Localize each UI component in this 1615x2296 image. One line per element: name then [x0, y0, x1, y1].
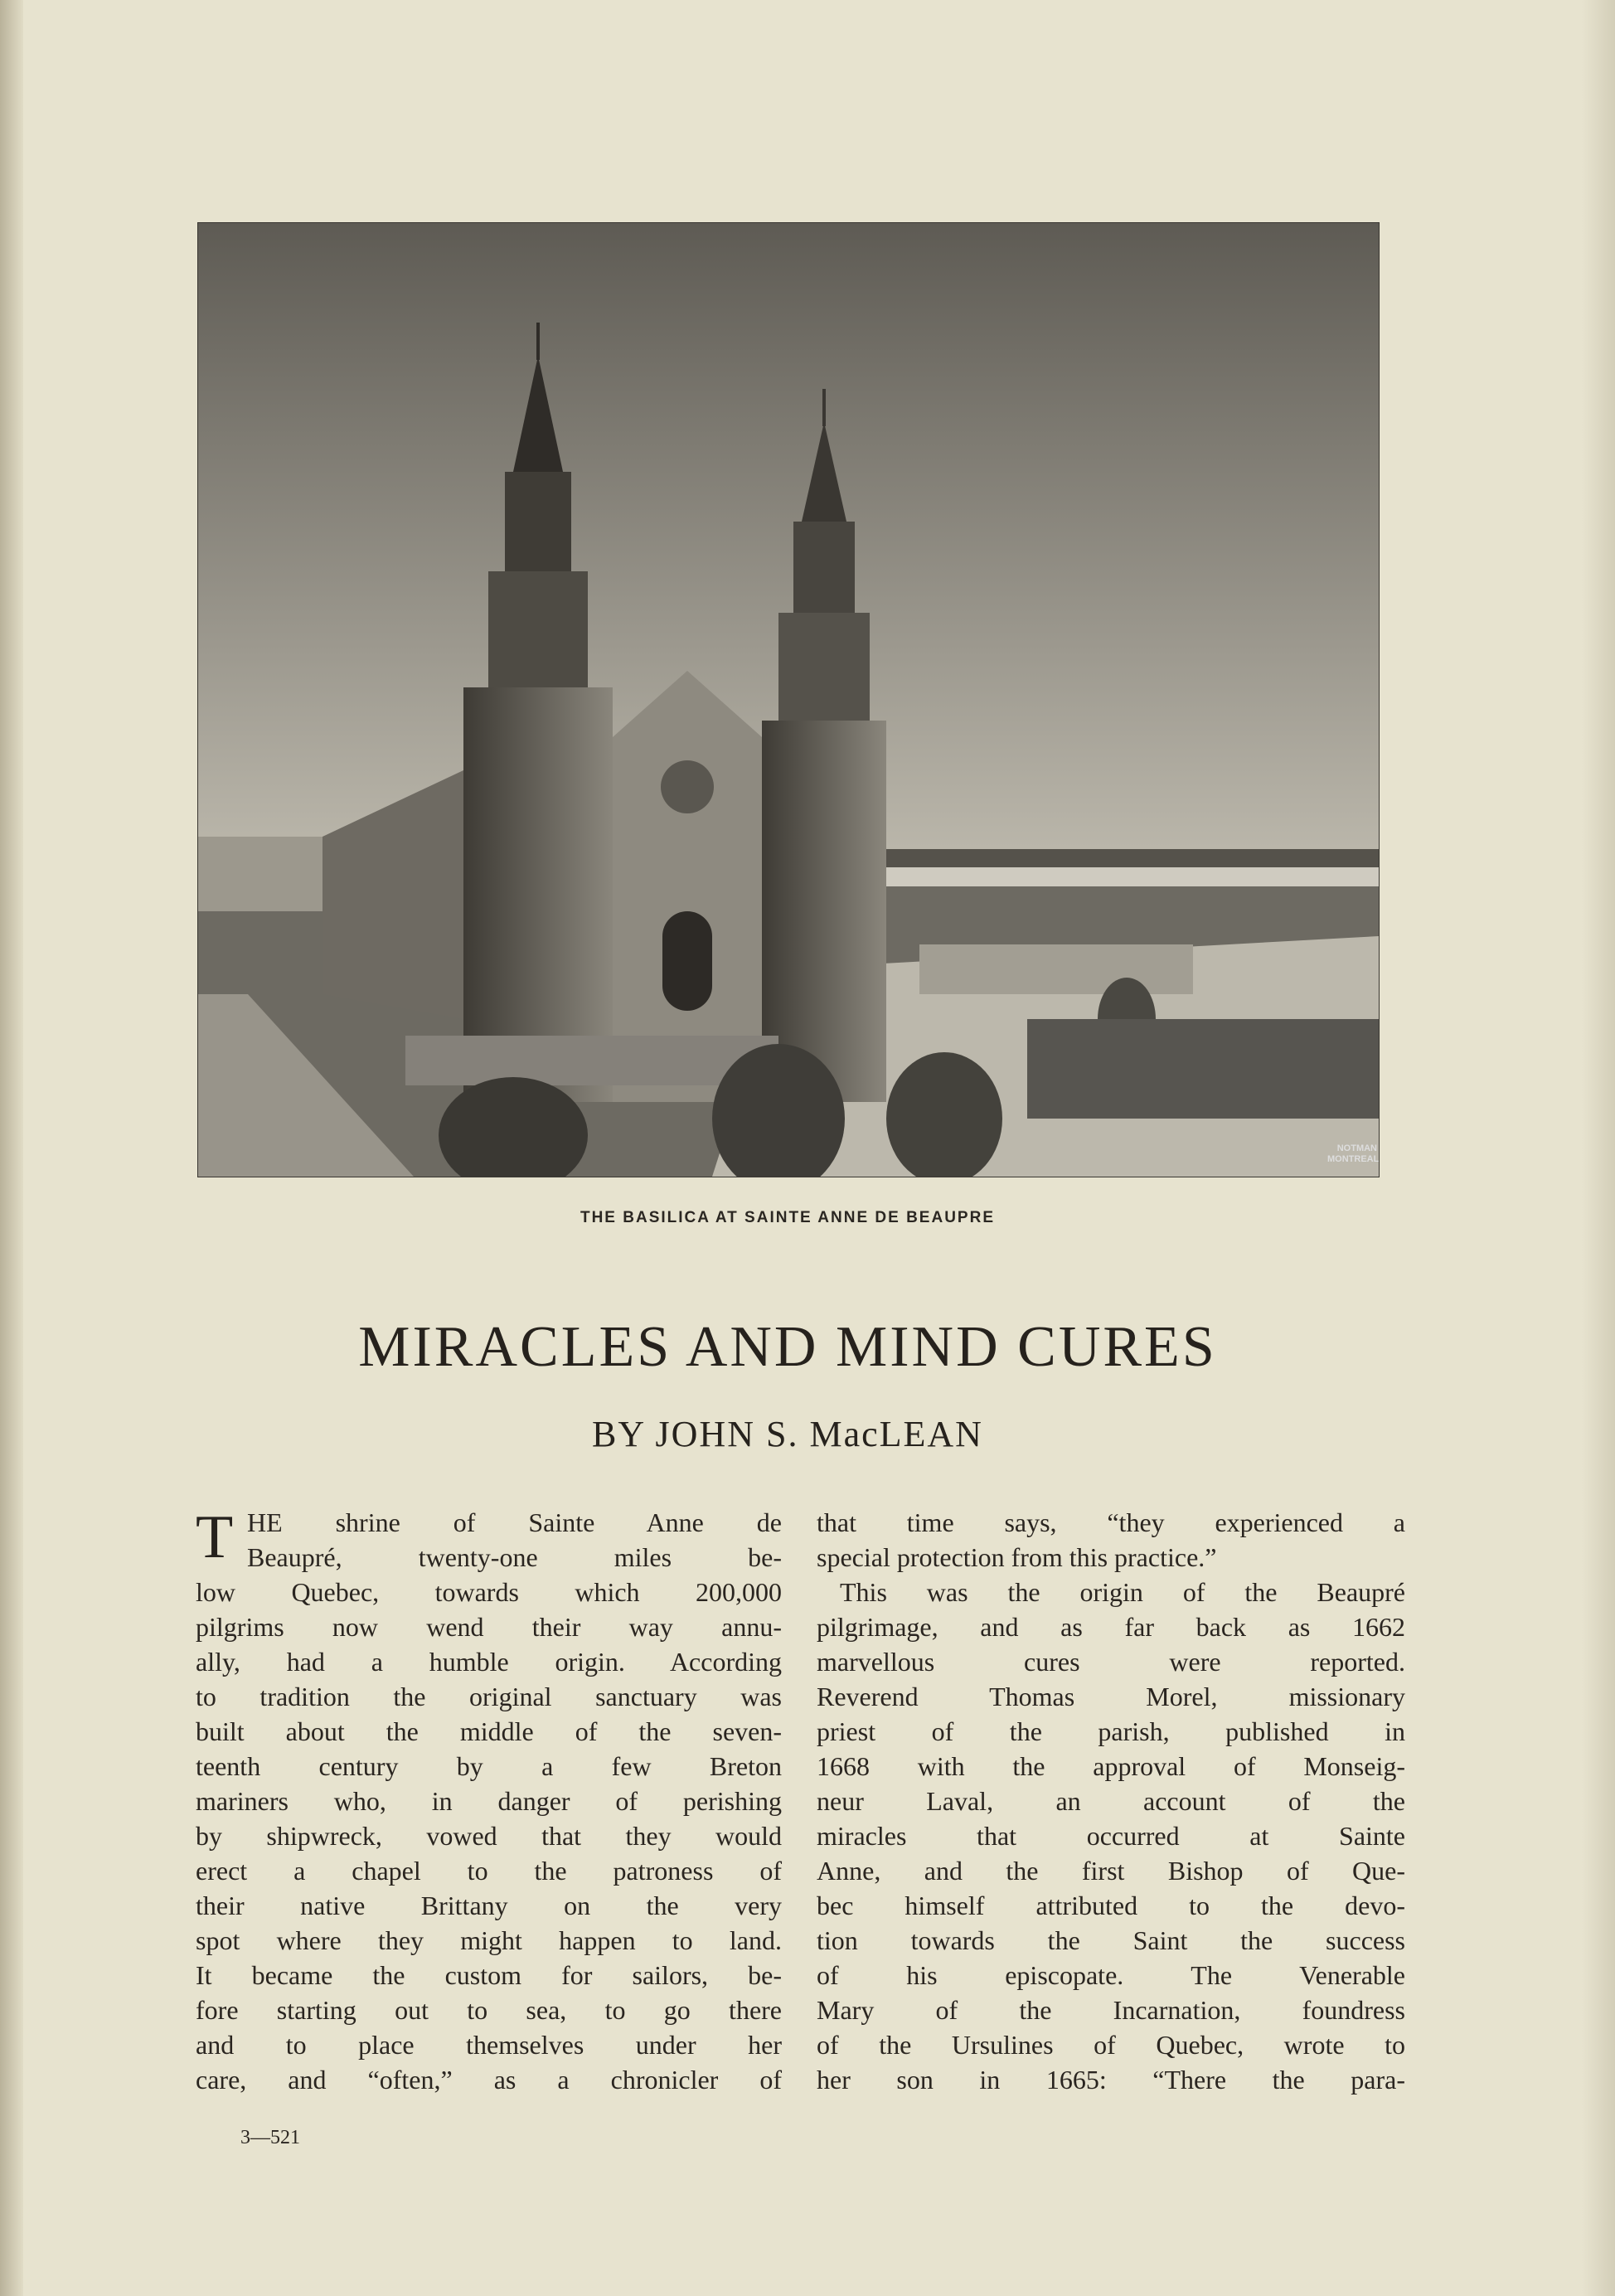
text-line: HE shrine of Sainte Anne de: [247, 1507, 782, 1537]
text-line: teenth century by a few Breton: [196, 1751, 782, 1781]
page-binding-shadow: [0, 0, 23, 2296]
text-line: miracles that occurred at Sainte: [817, 1821, 1405, 1851]
page-edge-shadow: [1582, 0, 1615, 2296]
basilica-photograph: [197, 222, 1380, 1177]
text-line: pilgrimage, and as far back as 1662: [817, 1612, 1405, 1642]
text-line: spot where they might happen to land.: [196, 1925, 782, 1955]
article-title: MIRACLES AND MIND CURES: [358, 1315, 1217, 1379]
text-line: tion towards the Saint the success: [817, 1925, 1405, 1955]
text-line: erect a chapel to the patroness of: [196, 1856, 782, 1886]
drop-cap: T: [196, 1503, 234, 1571]
text-line: to tradition the original sanctuary was: [196, 1682, 782, 1711]
byline: BY JOHN S. MacLEAN: [592, 1414, 983, 1454]
wall: [405, 1036, 778, 1085]
page-number: 3—521: [240, 2127, 300, 2148]
right-cross: [822, 389, 826, 426]
main-door: [662, 911, 712, 1011]
far-shore: [845, 849, 1379, 867]
text-column-left: [196, 1505, 782, 2097]
text-line: priest of the parish, published in: [817, 1716, 1405, 1746]
text-line: that time says, “they experienced a: [817, 1507, 1405, 1537]
text-line: Reverend Thomas Morel, missionary: [817, 1682, 1405, 1711]
opening-paragraph: [196, 1505, 782, 2097]
left-belfry: [488, 571, 588, 687]
text-line: It became the custom for sailors, be-: [196, 1960, 782, 1990]
side-building: [198, 837, 331, 911]
basilica-illustration: [198, 223, 1379, 1177]
photo-caption: THE BASILICA AT SAINTE ANNE DE BEAUPRE: [580, 1209, 995, 1226]
text-line: Mary of the Incarnation, foundress: [817, 1995, 1405, 2025]
text-line: their native Brittany on the very: [196, 1891, 782, 1920]
text-line: This was the origin of the Beaupré: [840, 1577, 1405, 1607]
text-line: and to place themselves under her: [196, 2030, 782, 2060]
text-line: 1668 with the approval of Monseig-: [817, 1751, 1405, 1781]
right-lantern: [793, 522, 855, 613]
right-belfry: [778, 613, 870, 721]
text-line: fore starting out to sea, to go there: [196, 1995, 782, 2025]
left-cross: [536, 323, 540, 360]
text-line: special protection from this practice.”: [817, 1542, 1217, 1572]
colonnade: [919, 944, 1193, 994]
text-line: built about the middle of the seven-: [196, 1716, 782, 1746]
text-line: care, and “often,” as a chronicler of: [196, 2065, 782, 2095]
text-line: her son in 1665: “There the para-: [817, 2065, 1405, 2095]
photo-credit: NOTMAN MONTREAL: [1327, 1143, 1380, 1164]
text-column-right: [817, 1505, 1405, 2097]
text-line: mariners who, in danger of perishing: [196, 1786, 782, 1816]
text-line: neur Laval, an account of the: [817, 1786, 1405, 1816]
text-line: ally, had a humble origin. According: [196, 1647, 782, 1677]
text-line: bec himself attributed to the devo-: [817, 1891, 1405, 1920]
text-line: of the Ursulines of Quebec, wrote to: [817, 2030, 1405, 2060]
text-line: of his episcopate. The Venerable: [817, 1960, 1405, 1990]
text-line: low Quebec, towards which 200,000: [196, 1577, 782, 1607]
lawn: [1027, 1019, 1379, 1119]
text-line: Anne, and the first Bishop of Que-: [817, 1856, 1405, 1886]
text-line: by shipwreck, vowed that they would: [196, 1821, 782, 1851]
rose-window: [661, 760, 714, 813]
text-line: marvellous cures were reported.: [817, 1647, 1405, 1677]
text-line: pilgrims now wend their way annu-: [196, 1612, 782, 1642]
left-lantern: [505, 472, 571, 571]
text-line: Beaupré, twenty-one miles be-: [247, 1542, 782, 1572]
